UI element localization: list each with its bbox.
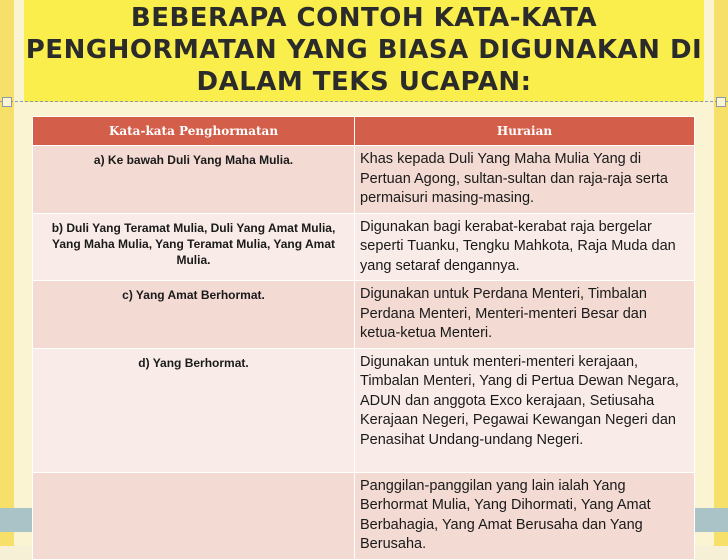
honorifics-table xyxy=(32,116,695,560)
header-term: Kata-kata Penghormatan xyxy=(33,117,355,146)
title-divider xyxy=(0,101,728,103)
slide-title: BEBERAPA CONTOH KATA-KATA PENGHORMATAN YANG BIASA DIGUNAKAN DI DALAM TEKS UCAPAN: xyxy=(25,3,703,97)
description-cell: Digunakan untuk Perdana Menteri, Timbalan Perdana Menteri, Menteri-menteri Besar dan ketua-ketua Menteri. xyxy=(355,281,695,349)
description-cell: Panggilan-panggilan yang lain ialah Yang Berhormat Mulia, Yang Dihormati, Yang Amat Berbahagia, Yang Amat Berusaha dan Yang Berusaha. xyxy=(355,472,695,559)
table-row xyxy=(33,146,695,214)
table-header-row xyxy=(33,117,695,146)
divider-left-marker xyxy=(2,97,12,107)
table-row xyxy=(33,213,695,281)
right-accent-bar xyxy=(714,0,728,546)
table-row xyxy=(33,348,695,472)
description-cell: Khas kepada Duli Yang Maha Mulia Yang di Pertuan Agong, sultan-sultan dan raja-raja serta permaisuri masing-masing. xyxy=(355,146,695,214)
term-cell: a) Ke bawah Duli Yang Maha Mulia. xyxy=(33,146,355,214)
term-cell: c) Yang Amat Berhormat. xyxy=(33,281,355,349)
term-cell: b) Duli Yang Teramat Mulia, Duli Yang Amat Mulia, Yang Maha Mulia, Yang Teramat Mulia, Yang Amat Mulia. xyxy=(33,213,355,281)
table-row xyxy=(33,281,695,349)
header-description: Huraian xyxy=(355,117,695,146)
left-accent-bar xyxy=(0,0,14,546)
description-cell: Digunakan bagi kerabat-kerabat raja bergelar seperti Tuanku, Tengku Mahkota, Raja Muda dan yang setaraf dengannya. xyxy=(355,213,695,281)
divider-right-marker xyxy=(716,97,726,107)
description-cell: Digunakan untuk menteri-menteri kerajaan, Timbalan Menteri, Yang di Pertua Dewan Negara, ADUN dan anggota Exco kerajaan, Setiusaha Kerajaan Negeri, Pegawai Kewangan Negeri dan Penasihat Undang-undang Negeri. xyxy=(355,348,695,472)
term-cell: d) Yang Berhormat. xyxy=(33,348,355,472)
